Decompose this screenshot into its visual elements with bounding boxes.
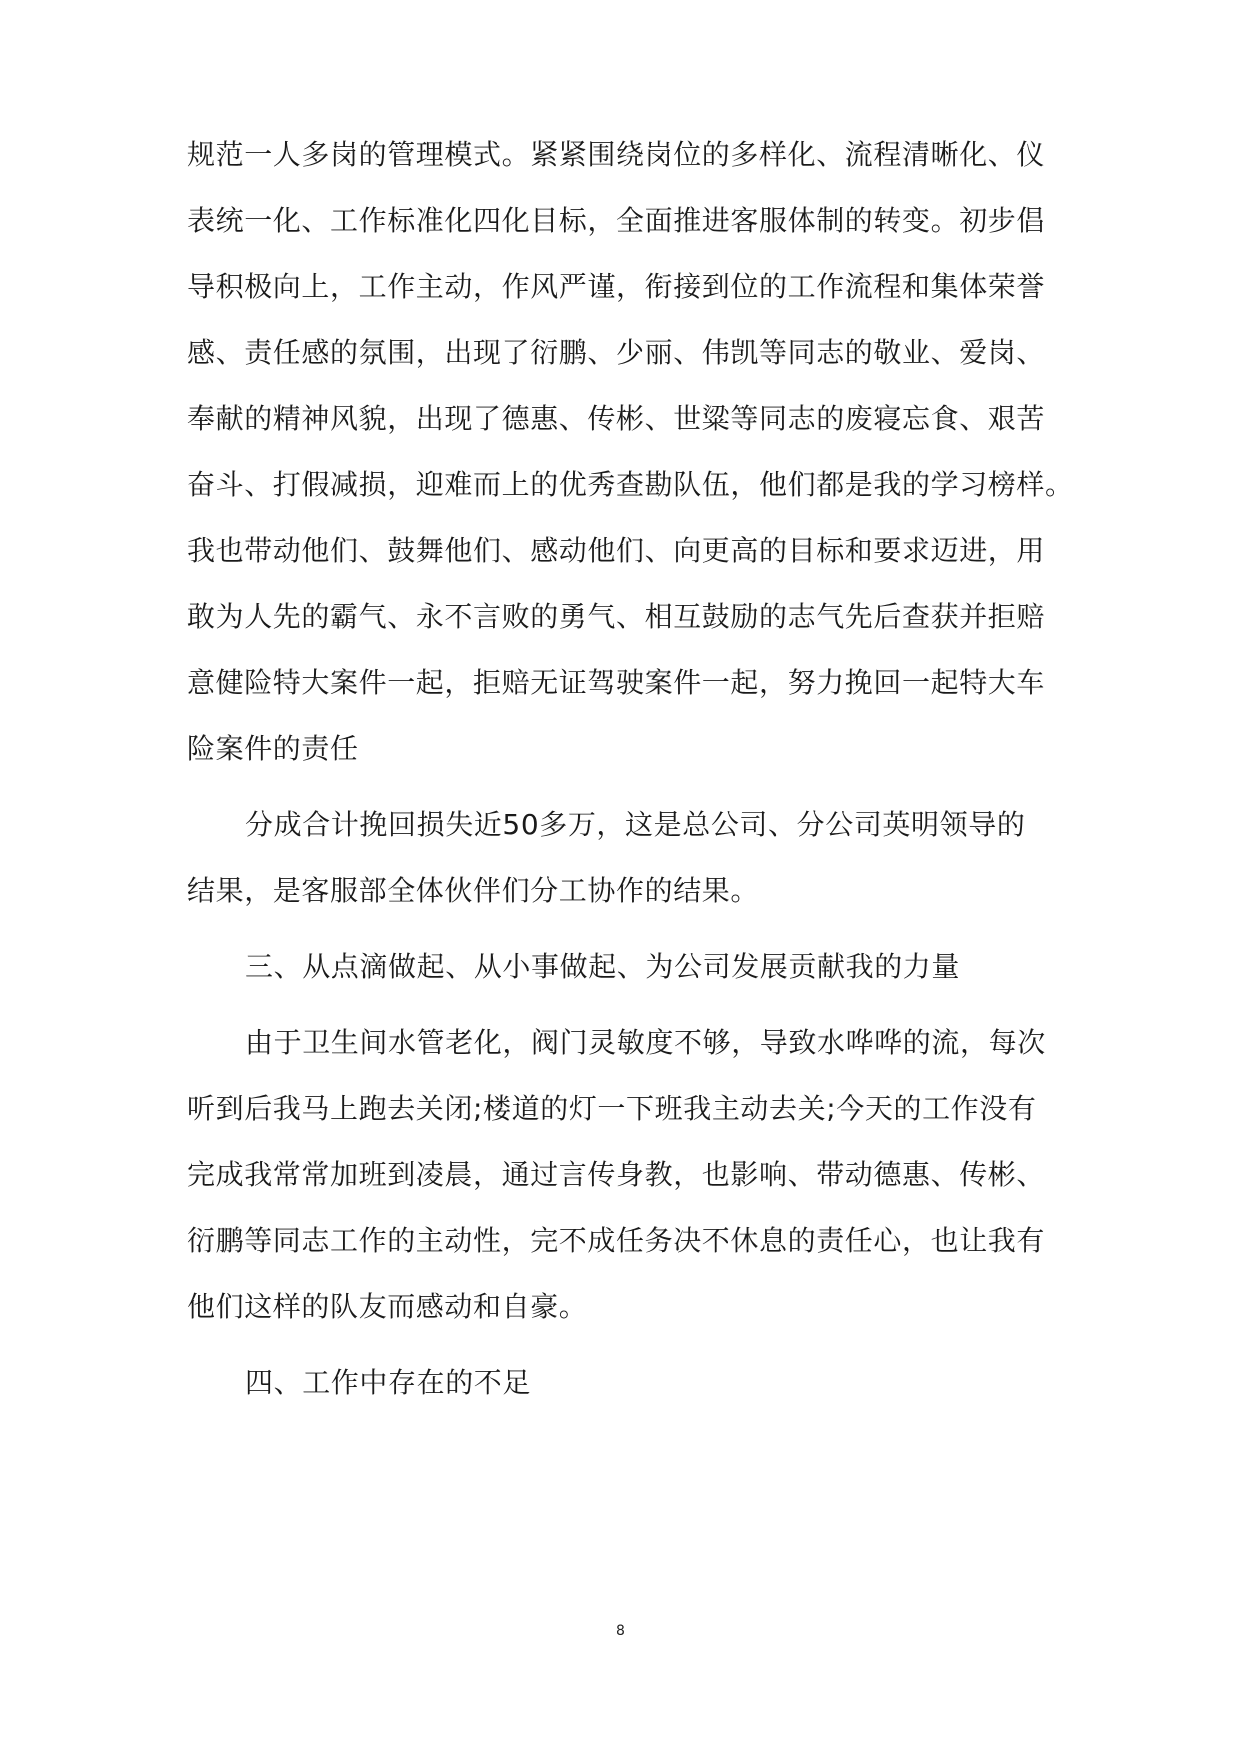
- paragraph-line: 奋斗、打假减损，迎难而上的优秀查勘队伍，他们都是我的学习榜样。: [187, 468, 1074, 501]
- paragraph-line: 他们这样的队友而感动和自豪。: [187, 1290, 588, 1323]
- paragraph-line: 分成合计挽回损失近50多万，这是总公司、分公司英明领导的: [245, 808, 1026, 841]
- paragraph-line: 由于卫生间水管老化，阀门灵敏度不够，导致水哗哗的流，每次: [245, 1026, 1046, 1059]
- section-heading: 三、从点滴做起、从小事做起、为公司发展贡献我的力量: [245, 950, 961, 983]
- paragraph-line: 敢为人先的霸气、永不言败的勇气、相互鼓励的志气先后查获并拒赔: [187, 600, 1046, 633]
- section-heading: 四、工作中存在的不足: [245, 1366, 532, 1399]
- paragraph-line: 结果，是客服部全体伙伴们分工协作的结果。: [187, 874, 760, 907]
- paragraph-line: 表统一化、工作标准化四化目标，全面推进客服体制的转变。初步倡: [187, 204, 1046, 237]
- paragraph-line: 意健险特大案件一起，拒赔无证驾驶案件一起，努力挽回一起特大车: [187, 666, 1046, 699]
- paragraph-line: 完成我常常加班到凌晨，通过言传身教，也影响、带动德惠、传彬、: [187, 1158, 1046, 1191]
- paragraph-line: 规范一人多岗的管理模式。紧紧围绕岗位的多样化、流程清晰化、仪: [187, 138, 1046, 171]
- paragraph-line: 导积极向上，工作主动，作风严谨，衔接到位的工作流程和集体荣誉: [187, 270, 1046, 303]
- paragraph-line: 衍鹏等同志工作的主动性，完不成任务决不休息的责任心，也让我有: [187, 1224, 1046, 1257]
- paragraph-line: 险案件的责任: [187, 732, 359, 765]
- paragraph-line: 听到后我马上跑去关闭;楼道的灯一下班我主动去关;今天的工作没有: [187, 1092, 1037, 1125]
- paragraph-line: 奉献的精神风貌，出现了德惠、传彬、世粱等同志的废寝忘食、艰苦: [187, 402, 1046, 435]
- page-number: 8: [616, 1623, 625, 1639]
- paragraph-line: 感、责任感的氛围，出现了衍鹏、少丽、伟凯等同志的敬业、爱岗、: [187, 336, 1046, 369]
- paragraph-line: 我也带动他们、鼓舞他们、感动他们、向更高的目标和要求迈进，用: [187, 534, 1046, 567]
